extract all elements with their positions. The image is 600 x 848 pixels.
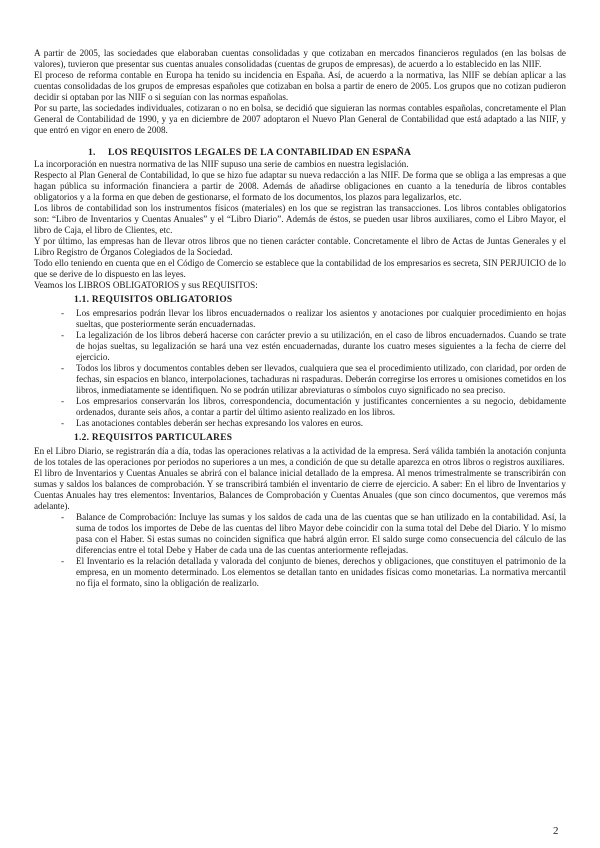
body-paragraph: Veamos los LIBROS OBLIGATORIOS y sus REQUISITOS: <box>34 280 258 290</box>
intro-paragraph: El proceso de reforma contable en Europa ha tenido su incidencia en España. Así, de acuerdo a la normativa, las NIIF se debían aplicar a las cuentas consolidadas de los grupos de empresas españoles que cotizaban en bolsa a partir de enero de 2005. Los grupos que no cotizan pudieron decidir si optaban por las NIIF o si seguían con las normas españolas. <box>34 70 566 102</box>
body-paragraph: Los libros de contabilidad son los instrumentos físicos (materiales) en los que se registran las transacciones. Los libros contables obligatorios son: “Libro de Inventarios y Cuentas Anuales” y el “Libro Diario”. Además de éstos, se pueden usar libros auxiliares, como el Libro Mayor, el libro de Caja, el libro de Clientes, etc. <box>34 203 566 235</box>
elements-list <box>34 512 566 589</box>
list-item: - La legalización de los libros deberá hacerse con carácter previo a su utilización, en el caso de libros encuadernados. Cuando se trate de hojas sueltas, su legalización se hará una vez estén encuadernadas, durante los cuatro meses siguientes a la fecha de cierre del ejercicio. <box>76 330 566 363</box>
section-number: 1. <box>88 147 96 158</box>
list-item: - Las anotaciones contables deberán ser hechas expresando los valores en euros. <box>76 418 566 429</box>
requirements-list <box>34 308 566 429</box>
list-item: - Todos los libros y documentos contables deben ser llevados, cualquiera que sea el procedimiento utilizado, con claridad, por orden de fechas, sin espacios en blanco, interpolaciones, tachaduras ni raspaduras. Deberán corregirse los errores u omisiones cometidos en los libros, inmediatamente se identifiquen. No se podrán utilizar abreviaturas o símbolos cuyo significado no sea preciso. <box>76 363 566 396</box>
body-paragraph: La incorporación en nuestra normativa de las NIIF supuso una serie de cambios en nuestra legislación. <box>34 159 409 169</box>
list-item: - Los empresarios podrán llevar los libros encuadernados o realizar los asientos y anotaciones por cualquier procedimiento en hojas sueltas, que posteriormente serán encuadernadas. <box>76 308 566 330</box>
list-item: - Los empresarios conservarán los libros, correspondencia, documentación y justificantes concernientes a su negocio, debidamente ordenados, durante seis años, a contar a partir del último asiento realizado en los libros. <box>76 396 566 418</box>
document-body <box>34 48 566 589</box>
intro-paragraph: Por su parte, las sociedades individuales, cotizaran o no en bolsa, se decidió que siguieran las normas contables españolas, concretamente el Plan General de Contabilidad de 1990, y ya en diciembre de 2007 adoptaron el Nuevo Plan General de Contabilidad que está adaptado a las NIIF, y que entró en vigor en enero de 2008. <box>34 103 566 135</box>
body-paragraph: En el Libro Diario, se registrarán día a día, todas las operaciones relativas a la actividad de la empresa. Será válida también la anotación conjunta de los totales de las operaciones por periodos no superiores a un mes, a condición de que su detalle aparezca en otros libros o registros auxiliares. <box>34 446 566 467</box>
list-item: - Balance de Comprobación: Incluye las sumas y los saldos de cada una de las cuentas que se han utilizado en la contabilidad. Así, la suma de todos los importes de Debe de las cuentas del libro Mayor debe coincidir con la suma total del Debe del Diario. Y lo mismo pasa con el Haber. Si estas sumas no coinciden significa que habrá algún error. El saldo surge como consecuencia del cálculo de las diferencias entre el total Debe y Haber de cada una de las cuentas anteriormente reflejadas. <box>76 512 566 556</box>
body-paragraph: El libro de Inventarios y Cuentas Anuales se abrirá con el balance inicial detallado de la empresa. Al menos trimestralmente se transcribirán con sumas y saldos los balances de comprobación. Y se transcribirá también el inventario de cierre de ejercicio. A saber: En el libro de Inventarios y Cuentas Anuales hay tres elementos: Inventarios, Balances de Comprobación y Cuentas Anuales (que son cinco documentos, que veremos más adelante). <box>34 468 566 511</box>
body-paragraph: Todo ello teniendo en cuenta que en el Código de Comercio se establece que la contabilidad de los empresarios es secreta, SIN PERJUICIO de lo que se derive de lo dispuesto en las leyes. <box>34 258 566 279</box>
intro-paragraph: A partir de 2005, las sociedades que elaboraban cuentas consolidadas y que cotizaban en mercados financieros regulados (en las bolsas de valores), tuvieron que presentar sus cuentas anuales consolidadas (cuentas de grupos de empresas), de acuerdo a lo establecido en las NIIF. <box>34 48 566 69</box>
page-number: 2 <box>553 825 559 837</box>
spacer <box>34 136 566 147</box>
body-paragraph: Y por último, las empresas han de llevar otros libros que no tienen carácter contable. Concretamente el libro de Actas de Juntas Generales y el Libro Registro de Órganos Colegiados de la Sociedad. <box>34 236 566 257</box>
subsection-heading: 1.1. REQUISITOS OBLIGATORIOS <box>74 295 233 305</box>
list-item: - El Inventario es la relación detallada y valorada del conjunto de bienes, derechos y obligaciones, que constituyen el patrimonio de la empresa, en un momento determinado. Los elementos se detallan tanto en unidades físicas como monetarias. La normativa mercantil no fija el formato, sino la obligación de realizarlo. <box>76 556 566 589</box>
body-paragraph: Respecto al Plan General de Contabilidad, lo que se hizo fue adaptar su nueva redacción a las NIIF. De forma que se obliga a las empresas a que hagan pública su información financiera a partir de 2008. Además de añadirse obligaciones en cuanto a la teneduría de libros contables obligatorios y a la forma en que deben de gestionarse, el formato de los documentos, los plazos para legalizarlos, etc. <box>34 170 566 202</box>
section-heading <box>88 147 566 158</box>
section-title: LOS REQUISITOS LEGALES DE LA CONTABILIDAD EN ESPAÑA <box>108 147 412 158</box>
subsection-heading: 1.2. REQUISITOS PARTICULARES <box>74 433 233 443</box>
